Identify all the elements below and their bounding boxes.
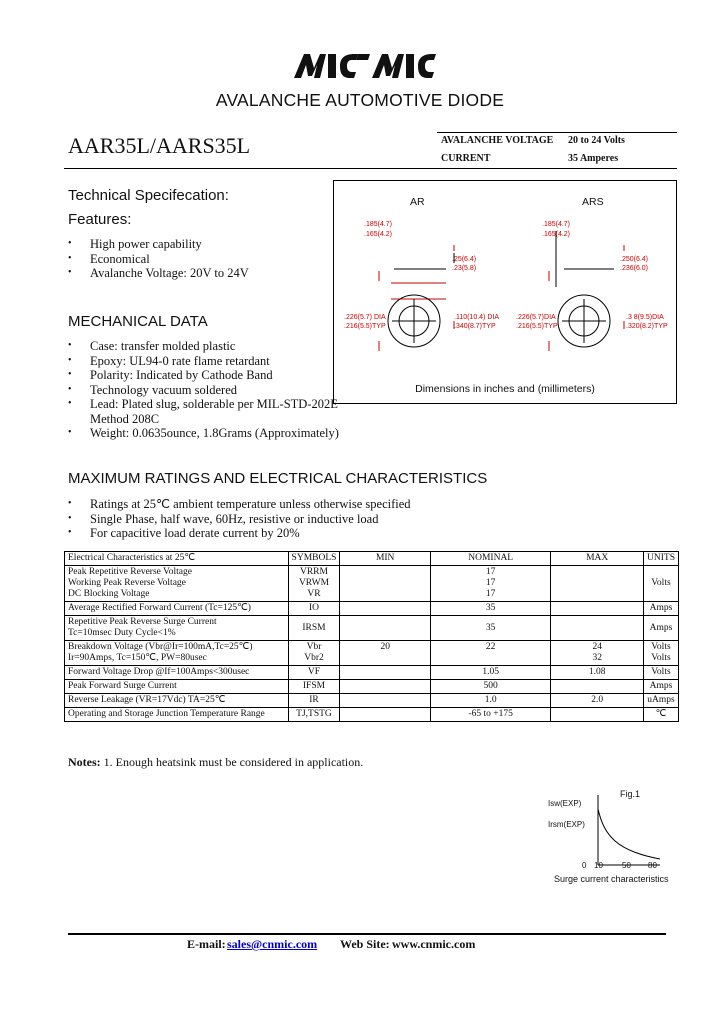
- max-cell: [551, 680, 644, 694]
- spec-label-voltage: AVALANCHE VOLTAGE: [441, 135, 554, 146]
- max-cell: 24 32: [551, 641, 644, 666]
- ars-dim: .185(4.7): [542, 221, 571, 228]
- mech-item: • Epoxy: UL94-0 rate flame retardant: [68, 354, 339, 369]
- min-cell: [340, 694, 431, 708]
- nominal-cell: -65 to +175: [430, 708, 550, 722]
- param-cell: Peak Forward Surge Current: [65, 680, 289, 694]
- ar-dim: .226(5.7) DIA: [344, 314, 386, 321]
- nominal-cell: 500: [430, 680, 550, 694]
- web-link[interactable]: www.cnmic.com: [392, 937, 476, 951]
- mech-item: • Weight: 0.0635ounce, 1.8Grams (Approximately): [68, 426, 339, 441]
- table-header-row: [65, 552, 679, 566]
- table-row: [65, 616, 679, 641]
- condition-item: • For capacitive load derate current by 20%: [68, 526, 411, 541]
- spec-label-current: CURRENT: [441, 153, 491, 164]
- features-heading: Features:: [68, 211, 132, 228]
- ar-dim: .185(4.7): [364, 221, 393, 228]
- fig-tick: 10: [594, 861, 603, 870]
- table-row: [65, 666, 679, 680]
- table-header: SYMBOLS: [288, 552, 340, 566]
- min-cell: [340, 708, 431, 722]
- symbol-cell: IRSM: [288, 616, 340, 641]
- nominal-cell: 1.05: [430, 666, 550, 680]
- feature-item: • Avalanche Voltage: 20V to 24V: [68, 266, 249, 281]
- fig-tick: 80: [648, 861, 657, 870]
- spec-value-voltage: 20 to 24 Volts: [568, 135, 625, 146]
- ars-dim: .226(5.7)DIA: [516, 314, 556, 321]
- table-row: [65, 602, 679, 616]
- ar-dim: .165(4.2): [364, 231, 393, 238]
- symbol-cell: Vbr Vbr2: [288, 641, 340, 666]
- max-cell: [551, 708, 644, 722]
- ars-dim: .3 8(9.5)DIA: [626, 314, 664, 321]
- spec-top-rule: [437, 132, 677, 133]
- spec-value-current: 35 Amperes: [568, 153, 619, 164]
- ar-dim: .110(10.4) DIA: [454, 314, 500, 321]
- param-cell: Reverse Leakage (VR=17Vdc) TA=25℃: [65, 694, 289, 708]
- fig-y1-label: Isw(EXP): [548, 799, 582, 808]
- nominal-cell: 1.0: [430, 694, 550, 708]
- table-header: MIN: [340, 552, 431, 566]
- conditions-list: [68, 497, 411, 541]
- table-row: [65, 708, 679, 722]
- web-label: Web Site:: [340, 937, 390, 951]
- ar-dim: .340(8.7)TYP: [454, 323, 496, 330]
- part-number: AAR35L/AARS35L: [68, 133, 251, 158]
- param-cell: Repetitive Peak Reverse Surge Current Tc=10msec Duty Cycle<1%: [65, 616, 289, 641]
- table-row: [65, 694, 679, 708]
- features-list: [68, 237, 249, 281]
- fig-tick: 0: [582, 861, 587, 870]
- mechanical-list: [68, 339, 339, 441]
- param-cell: Forward Voltage Drop @If=100Amps<300usec: [65, 666, 289, 680]
- symbol-cell: IFSM: [288, 680, 340, 694]
- ars-dim: .236(6.0): [620, 265, 649, 272]
- min-cell: [340, 566, 431, 602]
- nominal-cell: 35: [430, 602, 550, 616]
- symbol-cell: VRRM VRWM VR: [288, 566, 340, 602]
- unit-cell: Amps: [643, 602, 678, 616]
- symbol-cell: IO: [288, 602, 340, 616]
- ratings-heading: MAXIMUM RATINGS AND ELECTRICAL CHARACTERISTICS: [68, 470, 488, 487]
- feature-item: • Economical: [68, 252, 249, 267]
- spec-bottom-rule: [64, 168, 677, 169]
- page-title: AVALANCHE AUTOMOTIVE DIODE: [215, 90, 505, 110]
- ars-dim: .250(6.4): [620, 256, 649, 263]
- table-header: Electrical Characteristics at 25℃: [65, 552, 289, 566]
- min-cell: [340, 666, 431, 680]
- ars-dim: .216(5.5)TYP: [516, 323, 558, 330]
- unit-cell: Volts Volts: [643, 641, 678, 666]
- mech-item: • Case: transfer molded plastic: [68, 339, 339, 354]
- surge-figure: [520, 785, 700, 895]
- param-cell: Average Rectified Forward Current (Tc=125℃): [65, 602, 289, 616]
- mech-item: • Lead: Plated slug, solderable per MIL-STD-202E Method 208C: [68, 397, 339, 426]
- min-cell: [340, 602, 431, 616]
- fig-y2-label: Irsm(EXP): [548, 820, 585, 829]
- table-row: [65, 566, 679, 602]
- fig-tick: 50: [622, 861, 631, 870]
- nominal-cell: 35: [430, 616, 550, 641]
- mic-logo: [290, 50, 440, 82]
- diagram-label-ars: ARS: [582, 196, 604, 208]
- max-cell: [551, 602, 644, 616]
- ars-dim: .165(4.2): [542, 231, 571, 238]
- package-drawings: [334, 181, 676, 381]
- email-link[interactable]: sales@cnmic.com: [227, 937, 318, 951]
- ar-dim: .23(5.8): [452, 265, 477, 272]
- unit-cell: ℃: [643, 708, 678, 722]
- table-header: NOMINAL: [430, 552, 550, 566]
- ratings-table: [64, 551, 679, 722]
- email-label: E-mail:: [187, 937, 226, 951]
- nominal-cell: 17 17 17: [430, 566, 550, 602]
- max-cell: [551, 616, 644, 641]
- table-header: MAX: [551, 552, 644, 566]
- min-cell: 20: [340, 641, 431, 666]
- condition-item: • Ratings at 25℃ ambient temperature unless otherwise specified: [68, 497, 411, 512]
- mechanical-heading: MECHANICAL DATA: [68, 313, 208, 330]
- param-cell: Peak Repetitive Reverse Voltage Working Peak Reverse Voltage DC Blocking Voltage: [65, 566, 289, 602]
- table-header: UNITS: [643, 552, 678, 566]
- unit-cell: uAmps: [643, 694, 678, 708]
- diagram-label-ar: AR: [410, 196, 425, 208]
- symbol-cell: TJ,TSTG: [288, 708, 340, 722]
- unit-cell: Volts: [643, 566, 678, 602]
- diagram-caption: Dimensions in inches and (millimeters): [415, 383, 595, 395]
- mech-item: • Technology vacuum soldered: [68, 383, 339, 398]
- condition-item: • Single Phase, half wave, 60Hz, resistive or inductive load: [68, 512, 411, 527]
- tech-spec-heading: Technical Specifecation:: [68, 187, 229, 204]
- ar-dim: .25(6.4): [452, 256, 477, 263]
- max-cell: 1.08: [551, 666, 644, 680]
- ar-dim: .216(5.5)TYP: [344, 323, 386, 330]
- unit-cell: Volts: [643, 666, 678, 680]
- table-row: [65, 680, 679, 694]
- unit-cell: Amps: [643, 616, 678, 641]
- max-cell: [551, 566, 644, 602]
- dimensions-diagram: [333, 180, 677, 404]
- notes-text: 1. Enough heatsink must be considered in application.: [103, 755, 364, 769]
- param-cell: Operating and Storage Junction Temperature Range: [65, 708, 289, 722]
- fig-caption: Surge current characteristics: [554, 874, 669, 884]
- notes: [68, 755, 363, 770]
- mech-item: • Polarity: Indicated by Cathode Band: [68, 368, 339, 383]
- symbol-cell: IR: [288, 694, 340, 708]
- notes-label: Notes:: [68, 755, 101, 769]
- ars-dim: .320(8.2)TYP: [626, 323, 668, 330]
- max-cell: 2.0: [551, 694, 644, 708]
- min-cell: [340, 616, 431, 641]
- nominal-cell: 22: [430, 641, 550, 666]
- table-row: [65, 641, 679, 666]
- feature-item: • High power capability: [68, 237, 249, 252]
- symbol-cell: VF: [288, 666, 340, 680]
- fig-label: Fig.1: [620, 789, 641, 799]
- unit-cell: Amps: [643, 680, 678, 694]
- param-cell: Breakdown Voltage (Vbr@Ir=100mA,Tc=25℃) Ir=90Amps, Tc=150℃, PW=80usec: [65, 641, 289, 666]
- min-cell: [340, 680, 431, 694]
- footer-rule: [68, 933, 666, 935]
